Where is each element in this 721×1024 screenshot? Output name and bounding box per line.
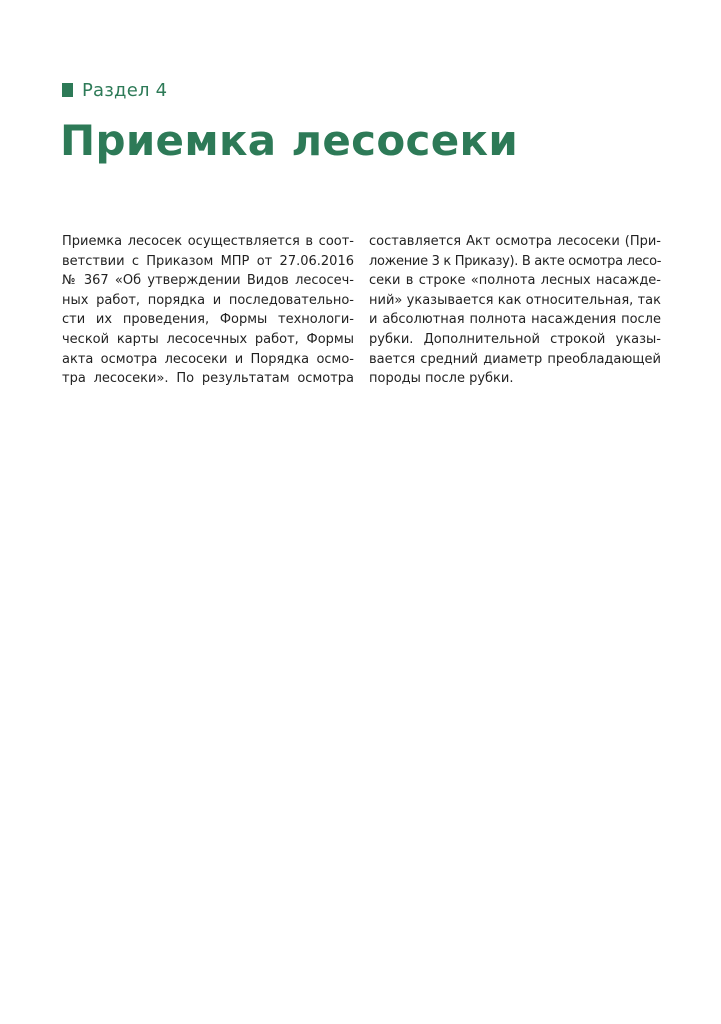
body-line: рубки. Дополнительной строкой указы- (369, 331, 661, 347)
body-line: ческой карты лесосечных работ, Формы (62, 331, 354, 347)
body-line: и абсолютная полнота насаждения после (369, 312, 661, 328)
body-line: составляется Акт осмотра лесосеки (При- (369, 234, 661, 249)
section-square-icon (62, 83, 73, 97)
body-line: сти их проведения, Формы технологи- (62, 312, 354, 328)
body-line: ветствии с Приказом МПР от 27.06.2016 (62, 253, 354, 269)
body-line: № 367 «Об утверждении Видов лесосеч- (62, 273, 354, 289)
body-line: акта осмотра лесосеки и Порядка осмо- (62, 351, 354, 367)
body-line: вается средний диаметр преобладающей (369, 351, 661, 367)
body-line: породы после рубки. (369, 371, 514, 387)
section-marker (62, 80, 167, 100)
body-line: секи в строке «полнота лесных насажде- (369, 273, 661, 289)
body-line: ложение 3 к Приказу). В акте осмотра лесо- (369, 253, 662, 269)
body-text-right-column (369, 232, 661, 389)
section-label: Раздел 4 (82, 79, 168, 101)
body-text-left-column (62, 232, 354, 389)
body-line: Приемка лесосек осуществляется в соот- (62, 234, 354, 249)
body-line: ний» указывается как относительная, так (369, 292, 661, 308)
body-line: ных работ, порядка и последовательно- (62, 292, 354, 308)
body-line: тра лесосеки». По результатам осмотра (62, 371, 354, 387)
page-title: Приемка лесосеки (60, 116, 519, 165)
